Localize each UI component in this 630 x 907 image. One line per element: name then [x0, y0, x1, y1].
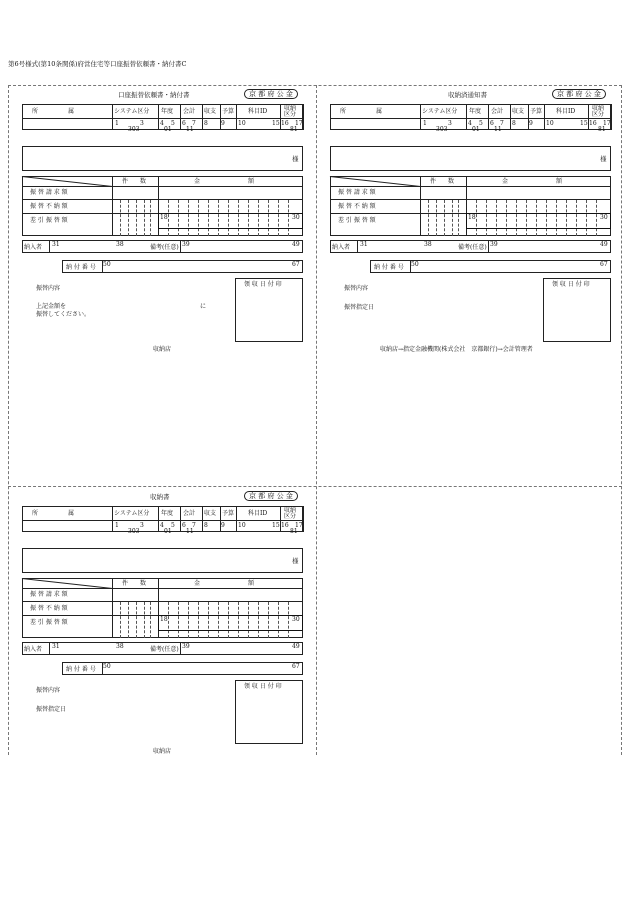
digit-divider — [150, 200, 151, 236]
digit-divider — [120, 200, 121, 236]
remarks-label: 備考(任意) — [150, 244, 179, 251]
num: 8 — [204, 522, 208, 529]
payment-number-label: 納 付 番 号 — [66, 666, 96, 673]
num: 15 — [580, 120, 588, 127]
right-edge — [621, 85, 622, 755]
num: 303 — [128, 126, 140, 133]
rule — [22, 601, 303, 602]
rule — [420, 104, 421, 130]
rule — [330, 118, 611, 119]
num: 15 — [272, 120, 280, 127]
num: 18 — [160, 214, 168, 221]
center-cut-line — [316, 85, 317, 755]
payment-number-label: 納 付 番 号 — [374, 264, 404, 271]
form-header: 第6号様式(第10条関係)府営住宅等口座振替依頼書・納付書C — [8, 60, 187, 68]
rule — [180, 104, 181, 130]
row-sashihiki: 差 引 振 替 額 — [30, 619, 68, 626]
num: 17 — [295, 120, 303, 127]
row-sashihiki: 差 引 振 替 額 — [338, 217, 376, 224]
num: 3 — [140, 522, 144, 529]
col-yosan: 予算 — [222, 510, 235, 517]
rule — [22, 588, 303, 589]
col-kamoku: 科目ID — [248, 108, 268, 115]
panel-title: 収納書 — [150, 493, 170, 501]
net-amount-box — [158, 615, 303, 631]
num: 6 — [182, 120, 186, 127]
num: 4 — [160, 522, 164, 529]
rule — [202, 104, 203, 130]
col-ken: 件 数 — [122, 580, 147, 587]
col-shushi: 収支 — [204, 108, 217, 115]
honorific: 様 — [292, 155, 299, 163]
top-cut-line — [8, 85, 622, 86]
digit-divider — [458, 200, 459, 236]
digit-divider — [144, 602, 145, 638]
num: 7 — [500, 120, 504, 127]
row-funou: 振 替 不 納 額 — [30, 605, 68, 612]
col-shozoku: 所 属 — [32, 510, 75, 517]
rule — [544, 104, 545, 130]
col-shuno: 収納 — [592, 105, 605, 112]
stamp-label: 領 収 日 付 印 — [244, 683, 282, 690]
num: 7 — [192, 120, 196, 127]
form-panel — [22, 88, 307, 358]
num: 01 — [472, 126, 480, 133]
num: 30 — [292, 616, 300, 623]
rule — [180, 506, 181, 532]
rule — [330, 186, 611, 187]
row-sashihiki: 差 引 振 替 額 — [30, 217, 68, 224]
col-shuno2: 区分 — [284, 111, 297, 118]
num: 30 — [600, 214, 608, 221]
form-panel — [22, 490, 307, 760]
col-nendo: 年度 — [469, 108, 482, 115]
payer-name-box — [22, 548, 303, 573]
num: 5 — [171, 522, 175, 529]
num: 49 — [600, 241, 608, 248]
num: 9 — [529, 120, 533, 127]
num: 18 — [468, 214, 476, 221]
digit-divider — [136, 200, 137, 236]
digit-divider — [120, 602, 121, 638]
payer-name-box — [22, 146, 303, 171]
num: 1 — [115, 522, 119, 529]
payer-name-box — [330, 146, 611, 171]
rule — [357, 240, 358, 253]
num: 31 — [52, 643, 60, 650]
col-yosan: 予算 — [222, 108, 235, 115]
rule — [236, 104, 237, 130]
digit-divider — [144, 200, 145, 236]
num: 38 — [116, 643, 124, 650]
num: 31 — [52, 241, 60, 248]
num: 5 — [479, 120, 483, 127]
num: 31 — [360, 241, 368, 248]
num: 16 — [281, 522, 289, 529]
num: 9 — [221, 522, 225, 529]
num: 4 — [468, 120, 472, 127]
num: 303 — [436, 126, 448, 133]
rule — [611, 104, 612, 130]
num: 50 — [103, 663, 111, 670]
num: 38 — [116, 241, 124, 248]
num: 9 — [221, 120, 225, 127]
num: 50 — [103, 261, 111, 268]
num: 30 — [292, 214, 300, 221]
num: 10 — [546, 120, 554, 127]
col-kin: 金 額 — [194, 178, 255, 185]
transfer-content-label: 振替内容 — [36, 285, 61, 292]
rule — [22, 186, 303, 187]
num: 39 — [182, 241, 190, 248]
rule — [488, 240, 489, 253]
digit-divider — [428, 200, 429, 236]
num: 01 — [164, 528, 172, 535]
digit-divider — [128, 602, 129, 638]
col-shushi: 収支 — [512, 108, 525, 115]
num: 303 — [128, 528, 140, 535]
form-panel — [330, 88, 615, 358]
num: 4 — [160, 120, 164, 127]
row-seikyu: 振 替 請 求 額 — [30, 591, 68, 598]
digit-divider — [150, 602, 151, 638]
num: 01 — [164, 126, 172, 133]
rule — [180, 240, 181, 253]
num: 67 — [600, 261, 608, 268]
rule — [22, 118, 303, 119]
col-shushi: 収支 — [204, 510, 217, 517]
num: 17 — [603, 120, 611, 127]
left-edge — [8, 85, 9, 755]
panel-footer: 収納店 — [153, 748, 172, 755]
rule — [49, 240, 50, 253]
num: 39 — [490, 241, 498, 248]
num: 6 — [490, 120, 494, 127]
num: 11 — [494, 126, 502, 133]
kyoto-fu-seal: 京 都 府 公 金 — [244, 491, 298, 501]
num: 67 — [292, 261, 300, 268]
rule — [510, 104, 511, 130]
col-ken: 件 数 — [430, 178, 455, 185]
col-kaikei: 会計 — [183, 510, 196, 517]
stamp-label: 領 収 日 付 印 — [244, 281, 282, 288]
num: 49 — [292, 241, 300, 248]
col-shozoku: 所 属 — [32, 108, 75, 115]
col-system: システム区分 — [114, 108, 150, 115]
digit-divider — [444, 200, 445, 236]
rule — [488, 104, 489, 130]
num: 81 — [290, 126, 298, 133]
transfer-date-label: 振替指定日 — [36, 706, 67, 713]
num: 50 — [411, 261, 419, 268]
rule — [112, 506, 113, 532]
stamp-label: 領 収 日 付 印 — [552, 281, 590, 288]
num: 16 — [589, 120, 597, 127]
transfer-date-label: 振替指定日 — [344, 304, 375, 311]
col-kaikei: 会計 — [491, 108, 504, 115]
digit-divider — [452, 200, 453, 236]
transfer-note-1: 上記金額を — [36, 303, 67, 310]
rule — [22, 199, 303, 200]
digit-divider — [136, 602, 137, 638]
num: 3 — [140, 120, 144, 127]
col-kin: 金 額 — [194, 580, 255, 587]
net-amount-box — [466, 213, 611, 229]
honorific: 様 — [600, 155, 607, 163]
num: 16 — [281, 120, 289, 127]
rule — [202, 506, 203, 532]
rule — [112, 104, 113, 130]
col-kamoku: 科目ID — [248, 510, 268, 517]
kyoto-fu-seal: 京 都 府 公 金 — [244, 89, 298, 99]
num: 18 — [160, 616, 168, 623]
net-amount-box — [158, 213, 303, 229]
rule — [22, 520, 303, 521]
num: 8 — [204, 120, 208, 127]
rule — [180, 642, 181, 655]
panel-title: 収納済通知書 — [448, 91, 487, 99]
row-funou: 振 替 不 納 額 — [30, 203, 68, 210]
col-kamoku: 科目ID — [556, 108, 576, 115]
col-kin: 金 額 — [502, 178, 563, 185]
num: 67 — [292, 663, 300, 670]
rule — [49, 642, 50, 655]
col-shuno: 収納 — [284, 507, 297, 514]
payer-label: 納入者 — [24, 646, 43, 653]
col-shuno: 収納 — [284, 105, 297, 112]
num: 10 — [238, 522, 246, 529]
transfer-content-label: 振替内容 — [344, 285, 369, 292]
col-yosan: 予算 — [530, 108, 543, 115]
digit-divider — [436, 200, 437, 236]
num: 11 — [186, 126, 194, 133]
num: 1 — [115, 120, 119, 127]
num: 39 — [182, 643, 190, 650]
col-kaikei: 会計 — [183, 108, 196, 115]
num: 81 — [290, 528, 298, 535]
num: 8 — [512, 120, 516, 127]
payment-number-box — [62, 662, 303, 675]
num: 49 — [292, 643, 300, 650]
col-nendo: 年度 — [161, 108, 174, 115]
row-seikyu: 振 替 請 求 額 — [338, 189, 376, 196]
remarks-label: 備考(任意) — [150, 646, 179, 653]
rule — [158, 104, 159, 130]
panel-footer: 収納店→指定金融機関(株式会社 京都銀行)→会計管理者 — [380, 346, 533, 353]
panel-title: 口座振替依頼書・納付書 — [118, 91, 190, 99]
row-seikyu: 振 替 請 求 額 — [30, 189, 68, 196]
num: 6 — [182, 522, 186, 529]
row-funou: 振 替 不 納 額 — [338, 203, 376, 210]
payment-number-box — [62, 260, 303, 273]
num: 38 — [424, 241, 432, 248]
payer-label: 納入者 — [332, 244, 351, 251]
rule — [466, 104, 467, 130]
rule — [330, 199, 611, 200]
col-nendo: 年度 — [161, 510, 174, 517]
num: 7 — [192, 522, 196, 529]
rule — [303, 104, 304, 130]
num: 10 — [238, 120, 246, 127]
panel-footer: 収納店 — [153, 346, 172, 353]
payer-label: 納入者 — [24, 244, 43, 251]
kyoto-fu-seal: 京 都 府 公 金 — [552, 89, 606, 99]
payment-number-box — [370, 260, 611, 273]
rule — [158, 506, 159, 532]
transfer-note-2: 振替してください。 — [36, 311, 91, 318]
transfer-content-label: 振替内容 — [36, 687, 61, 694]
num: 3 — [448, 120, 452, 127]
rule — [303, 506, 304, 532]
num: 17 — [295, 522, 303, 529]
honorific: 様 — [292, 557, 299, 565]
col-shuno2: 区分 — [284, 513, 297, 520]
mid-cut-line — [8, 486, 622, 487]
digit-divider — [128, 200, 129, 236]
num: 81 — [598, 126, 606, 133]
transfer-note-ni: に — [200, 303, 207, 310]
col-system: システム区分 — [422, 108, 458, 115]
col-shozoku: 所 属 — [340, 108, 383, 115]
num: 1 — [423, 120, 427, 127]
num: 5 — [171, 120, 175, 127]
num: 11 — [186, 528, 194, 535]
rule — [236, 506, 237, 532]
col-system: システム区分 — [114, 510, 150, 517]
payment-number-label: 納 付 番 号 — [66, 264, 96, 271]
num: 15 — [272, 522, 280, 529]
col-shuno2: 区分 — [592, 111, 605, 118]
remarks-label: 備考(任意) — [458, 244, 487, 251]
col-ken: 件 数 — [122, 178, 147, 185]
